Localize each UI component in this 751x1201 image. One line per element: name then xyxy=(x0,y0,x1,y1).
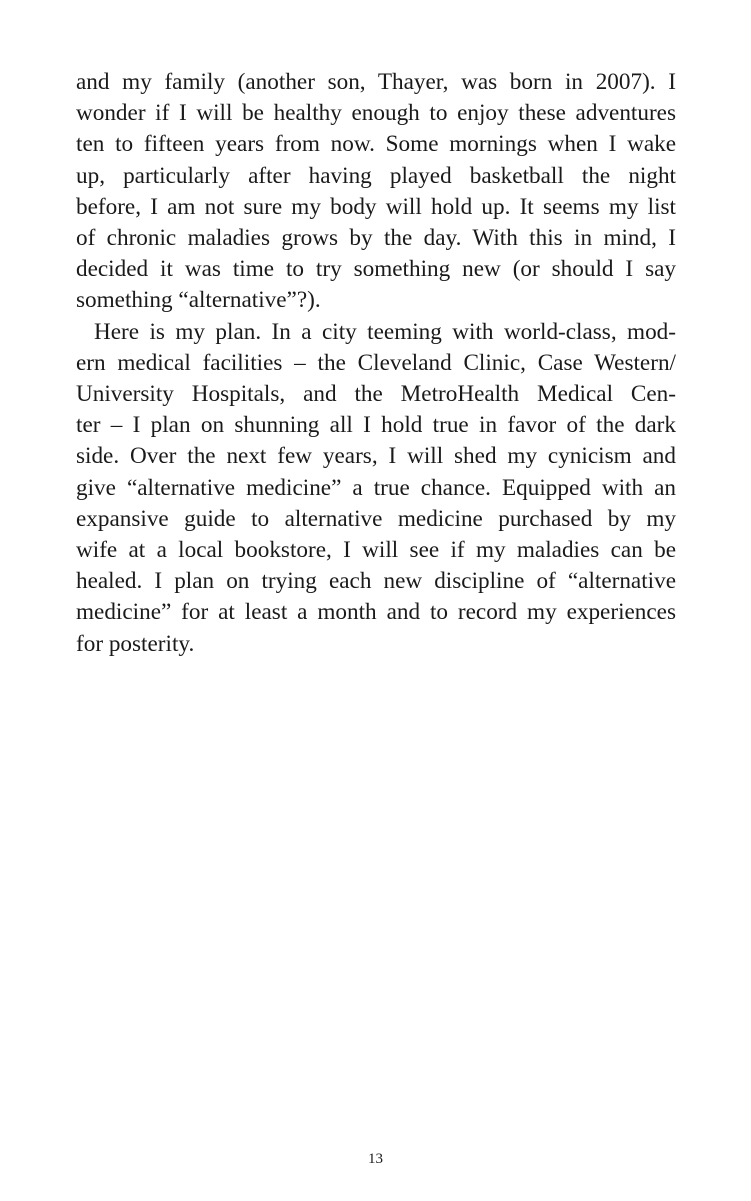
text-line: side. Over the next few years, I will shed my cynicism and xyxy=(76,443,676,470)
text-line: medicine” for at least a month and to record my experiences xyxy=(76,599,676,626)
text-line: ten to fifteen years from now. Some mornings when I wake xyxy=(76,131,676,158)
text-line: healed. I plan on trying each new discipline of “alternative xyxy=(76,568,676,595)
text-line: before, I am not sure my body will hold up. It seems my list xyxy=(76,193,676,220)
text-line: give “alternative medicine” a true chance. Equipped with an xyxy=(76,474,676,501)
text-line: wife at a local bookstore, I will see if my maladies can be xyxy=(76,537,676,564)
page-number: 13 xyxy=(368,1151,383,1167)
text-line: expansive guide to alternative medicine purchased by my xyxy=(76,505,676,532)
text-line: ter – I plan on shunning all I hold true in favor of the dark xyxy=(76,412,676,439)
paragraph-2 xyxy=(76,317,676,660)
text-line: something “alternative”?). xyxy=(76,287,321,314)
text-line: wonder if I will be healthy enough to enjoy these adventures xyxy=(76,100,676,127)
text-line: decided it was time to try something new (or should I say xyxy=(76,256,676,283)
text-line: for posterity. xyxy=(76,630,195,657)
text-line: of chronic maladies grows by the day. With this in mind, I xyxy=(76,225,676,252)
text-line: and my family (another son, Thayer, was born in 2007). I xyxy=(76,69,676,95)
body-text xyxy=(76,67,676,660)
text-line: ern medical facilities – the Cleveland Clinic, Case Western/ xyxy=(76,349,676,376)
text-line: Here is my plan. In a city teeming with world-class, mod- xyxy=(94,318,676,345)
text-line: up, particularly after having played basketball the night xyxy=(76,162,676,189)
paragraph-1 xyxy=(76,67,676,317)
text-line: University Hospitals, and the MetroHealth Medical Cen- xyxy=(76,381,676,408)
